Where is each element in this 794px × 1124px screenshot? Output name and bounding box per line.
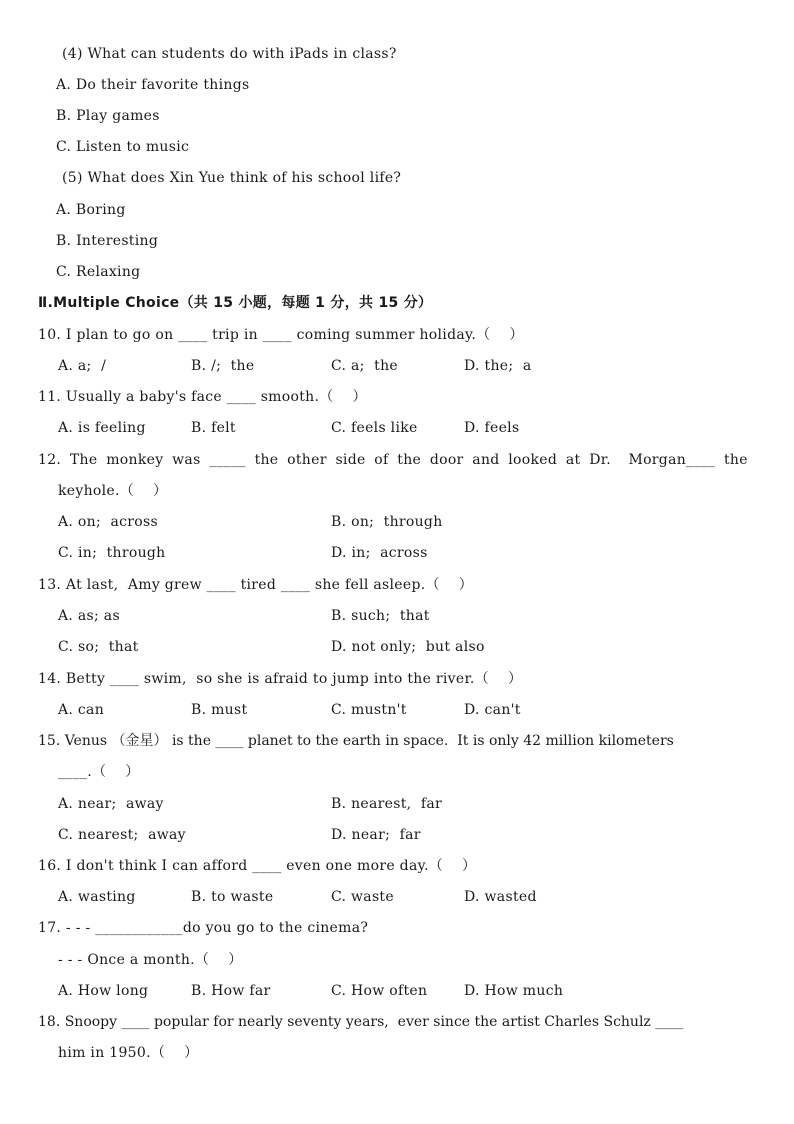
- question-10-option-c: C. a; the: [331, 358, 399, 374]
- question-12-option-a: A. on; across: [58, 514, 158, 530]
- question-4-option-a: A. Do their favorite things: [56, 77, 250, 93]
- question-5-option-c: C. Relaxing: [56, 264, 141, 280]
- question-12-stem-line2: keyhole.（ ）: [58, 483, 168, 499]
- question-13-stem: 13. At last, Amy grew ____ tired ____ she fell asleep.（ ）: [38, 577, 474, 593]
- question-14-option-a: A. can: [58, 702, 105, 718]
- question-15-option-b: B. nearest, far: [331, 796, 442, 812]
- question-5-option-b: B. Interesting: [56, 233, 159, 249]
- question-16-option-b: B. to waste: [191, 889, 274, 905]
- question-12-option-c: C. in; through: [58, 545, 166, 561]
- question-13-option-d: D. not only; but also: [331, 639, 485, 655]
- question-18-stem-line1: 18. Snoopy ____ popular for nearly seventy years, ever since the artist Charles Schulz ____: [38, 1014, 684, 1030]
- question-16-option-d: D. wasted: [464, 889, 537, 905]
- question-14-option-b: B. must: [191, 702, 248, 718]
- question-11-option-b: B. felt: [191, 420, 236, 436]
- question-17-option-a: A. How long: [58, 983, 149, 999]
- question-4-option-c: C. Listen to music: [56, 139, 190, 155]
- question-10-option-d: D. the; a: [464, 358, 532, 374]
- question-14-option-d: D. can't: [464, 702, 521, 718]
- question-14-option-c: C. mustn't: [331, 702, 407, 718]
- question-15-option-a: A. near; away: [58, 796, 164, 812]
- question-16-stem: 16. I don't think I can afford ____ even one more day.（ ）: [38, 858, 477, 874]
- question-15-option-c: C. nearest; away: [58, 827, 186, 843]
- question-4-option-b: B. Play games: [56, 108, 160, 124]
- question-12-stem-line1: 12. The monkey was _____ the other side of the door and looked at Dr. Morgan____ the: [38, 452, 748, 468]
- question-11-option-d: D. feels: [464, 420, 520, 436]
- question-17-stem-line2: - - - Once a month.（ ）: [58, 952, 243, 968]
- question-14-stem: 14. Betty ____ swim, so she is afraid to jump into the river.（ ）: [38, 671, 523, 687]
- question-11-option-a: A. is feeling: [58, 420, 146, 436]
- question-13-option-b: B. such; that: [331, 608, 430, 624]
- question-17-stem-line1: 17. - - - ____________do you go to the cinema?: [38, 920, 369, 936]
- question-13-option-c: C. so; that: [58, 639, 139, 655]
- question-16-option-c: C. waste: [331, 889, 394, 905]
- question-10-option-b: B. /; the: [191, 358, 255, 374]
- question-11-stem: 11. Usually a baby's face ____ smooth.（ ）: [38, 389, 367, 405]
- question-12-option-d: D. in; across: [331, 545, 428, 561]
- question-12-option-b: B. on; through: [331, 514, 443, 530]
- question-10-stem: 10. I plan to go on ____ trip in ____ coming summer holiday.（ ）: [38, 327, 524, 343]
- question-17-option-b: B. How far: [191, 983, 271, 999]
- question-15-stem-line1: 15. Venus （金星） is the ____ planet to the earth in space. It is only 42 million kilometers: [38, 733, 674, 749]
- question-10-option-a: A. a; /: [58, 358, 107, 374]
- question-5-stem: (5) What does Xin Yue think of his school life?: [62, 170, 402, 186]
- question-11-option-c: C. feels like: [331, 420, 418, 436]
- question-17-option-c: C. How often: [331, 983, 428, 999]
- question-16-option-a: A. wasting: [58, 889, 136, 905]
- question-15-option-d: D. near; far: [331, 827, 421, 843]
- section-heading: Ⅱ.Multiple Choice（共 15 小题，每题 1 分，共 15 分）: [38, 295, 433, 311]
- question-4-stem: (4) What can students do with iPads in class?: [62, 46, 397, 62]
- question-13-option-a: A. as; as: [58, 608, 120, 624]
- question-5-option-a: A. Boring: [56, 202, 126, 218]
- question-18-stem-line2: him in 1950.（ ）: [58, 1045, 199, 1061]
- question-17-option-d: D. How much: [464, 983, 564, 999]
- question-15-stem-line2: ____.（ ）: [58, 764, 140, 780]
